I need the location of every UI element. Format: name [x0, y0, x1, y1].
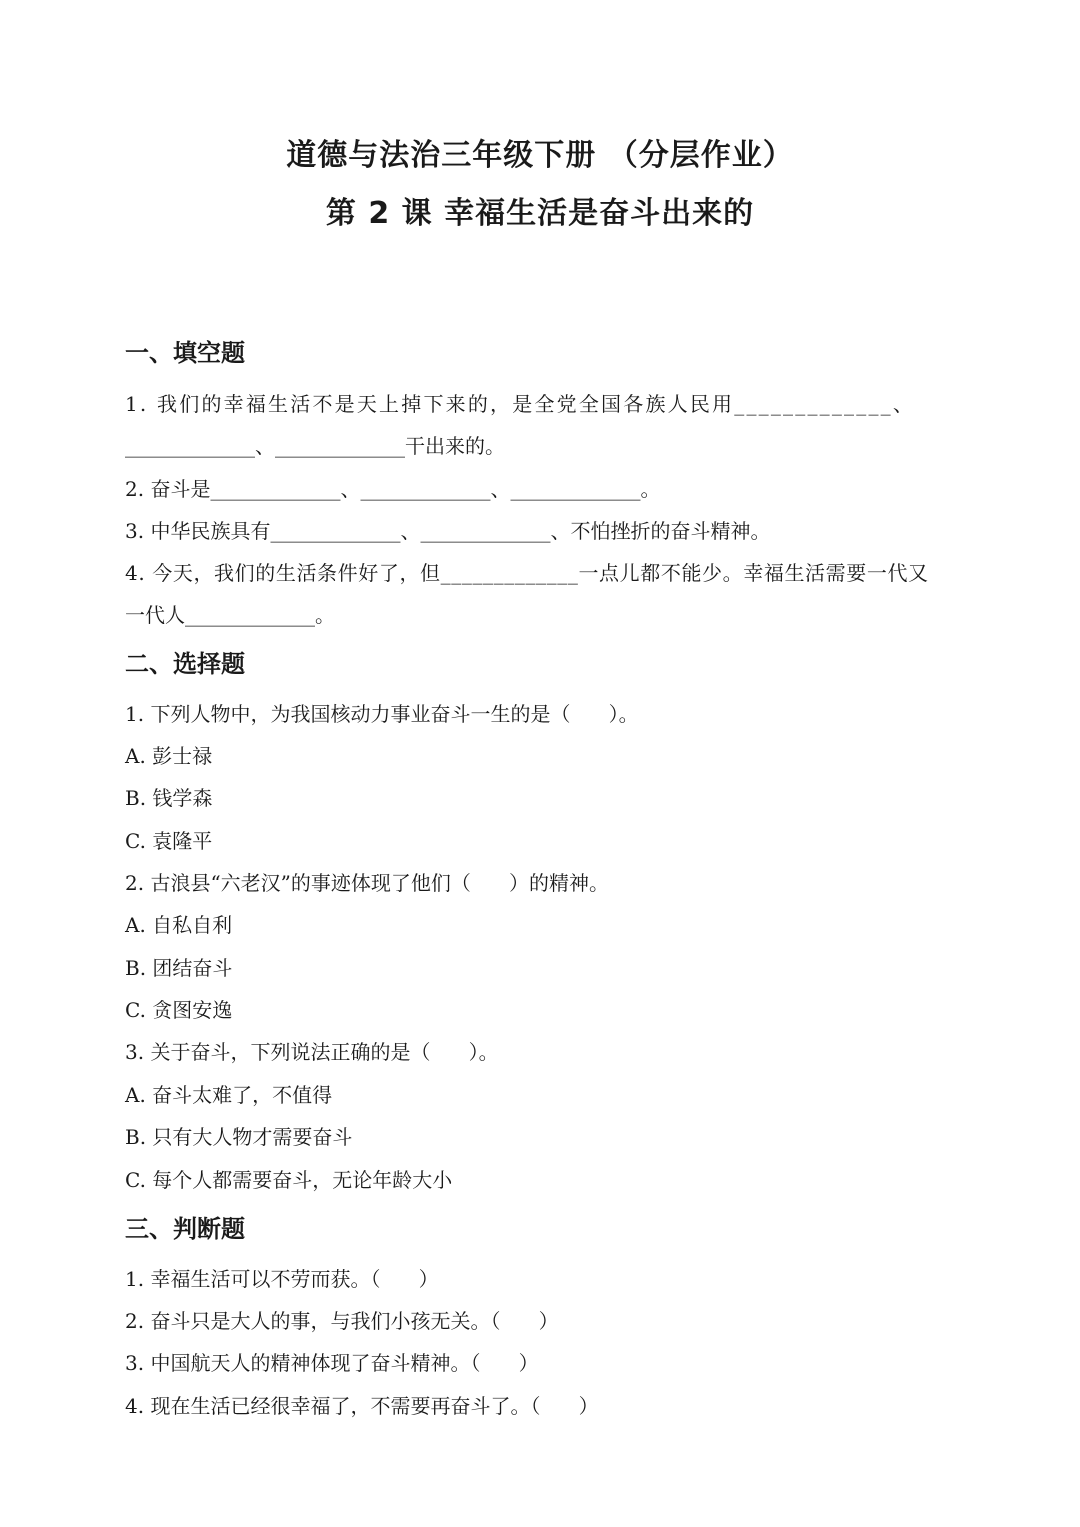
question-text: 4. 今天，我们的生活条件好了，但_____________一点儿都不能少。幸福生活需要一代又 — [125, 561, 929, 585]
question-text: 1. 我们的幸福生活不是天上掉下来的，是全党全国各族人民用_____________、 — [125, 392, 916, 416]
answer-option: B. 钱学森 — [125, 786, 213, 810]
answer-option: B. 只有大人物才需要奋斗 — [125, 1125, 353, 1149]
question-text: 1. 幸福生活可以不劳而获。（ ） — [125, 1267, 439, 1291]
answer-option: C. 袁隆平 — [125, 829, 213, 853]
section-heading-true-false: 三、判断题 — [125, 1215, 245, 1243]
answer-option: C. 每个人都需要奋斗，无论年龄大小 — [125, 1168, 453, 1192]
answer-option: C. 贪图安逸 — [125, 998, 233, 1022]
section-heading-fill-blank: 一、填空题 — [125, 339, 245, 367]
question-text: 2. 奋斗是_____________、_____________、_____________。 — [125, 477, 661, 501]
question-text: 一代人_____________。 — [125, 603, 335, 627]
lesson-title: 第 2 课 幸福生活是奋斗出来的 — [325, 196, 755, 231]
question-text: 1. 下列人物中，为我国核动力事业奋斗一生的是（ ）。 — [125, 702, 639, 726]
question-text: 3. 中国航天人的精神体现了奋斗精神。（ ） — [125, 1351, 539, 1375]
answer-option: A. 奋斗太难了，不值得 — [125, 1083, 333, 1107]
question-text: 4. 现在生活已经很幸福了，不需要再奋斗了。（ ） — [125, 1394, 599, 1418]
page-title: 道德与法治三年级下册 （分层作业） — [286, 138, 794, 173]
answer-option: A. 自私自利 — [125, 913, 233, 937]
answer-option: B. 团结奋斗 — [125, 956, 233, 980]
question-text: _____________、_____________干出来的。 — [125, 434, 505, 458]
question-text: 3. 中华民族具有_____________、_____________、不怕挫折的奋斗精神。 — [125, 519, 771, 543]
section-heading-multiple-choice: 二、选择题 — [125, 650, 245, 678]
question-text: 2. 奋斗只是大人的事，与我们小孩无关。（ ） — [125, 1309, 559, 1333]
answer-option: A. 彭士禄 — [125, 744, 213, 768]
question-text: 3. 关于奋斗，下列说法正确的是（ ）。 — [125, 1040, 499, 1064]
question-text: 2. 古浪县“六老汉”的事迹体现了他们（ ）的精神。 — [125, 871, 610, 895]
